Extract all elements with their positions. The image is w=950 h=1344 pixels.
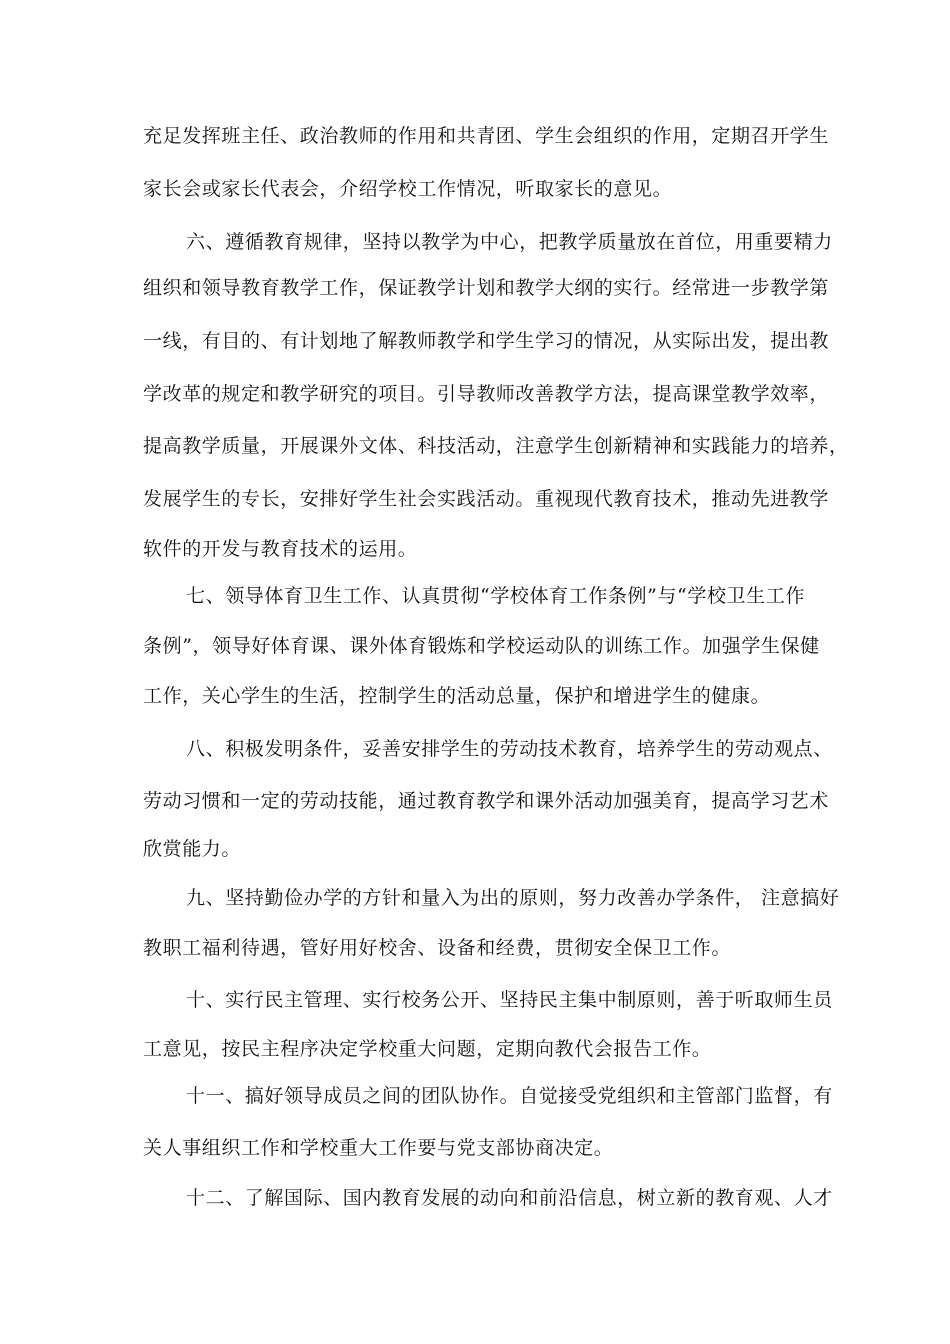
text-line: 发展学生的专长，安排好学生社会实践活动。重视现代教育技术，推动先进教学 [143,488,830,510]
paragraph-10-start: 十、实行民主管理、实行校务公开、坚持民主集中制原则，善于听取师生员 [186,989,833,1011]
text-line: 学改革的规定和教学研究的项目。引导教师改善教学方法，提高课堂教学效率， [143,383,830,405]
text-line: 教职工福利待遇，管好用好校舍、设备和经费，贯彻安全保卫工作。 [143,937,732,959]
text-line: 软件的开发与教育技术的运用。 [143,538,418,560]
text-line: 劳动习惯和一定的劳动技能，通过教育教学和课外活动加强美育，提高学习艺术 [143,790,830,812]
text-line: 关人事组织工作和学校重大工作要与党支部协商决定。 [143,1137,614,1159]
text-line: 一线，有目的、有计划地了解教师教学和学生学习的情况，从实际出发，提出教 [143,330,830,352]
paragraph-9-start: 九、坚持勤俭办学的方针和量入为出的原则，努力改善办学条件， 注意搞好 [186,887,840,909]
text-line: 家长会或家长代表会，介绍学校工作情况，听取家长的意见。 [143,178,673,200]
text-line: 充足发挥班主任、政治教师的作用和共青团、学生会组织的作用，定期召开学生 [143,125,830,147]
paragraph-7-start: 七、领导体育卫生工作、认真贯彻“学校体育工作条例”与“学校卫生工作 [186,585,805,607]
text-line: 提高教学质量，开展课外文体、科技活动，注意学生创新精神和实践能力的培养， [143,435,849,457]
paragraph-8-start: 八、积极发明条件，妥善安排学生的劳动技术教育，培养学生的劳动观点、 [186,738,833,760]
paragraph-12-start: 十二、了解国际、国内教育发展的动向和前沿信息，树立新的教育观、人才 [186,1187,833,1209]
paragraph-6-start: 六、遵循教育规律，坚持以教学为中心，把教学质量放在首位，用重要精力 [186,231,833,253]
text-line: 工作，关心学生的生活，控制学生的活动总量，保护和增进学生的健康。 [143,685,771,707]
text-line: 欣赏能力。 [143,838,242,860]
text-line: 条例”，领导好体育课、课外体育锻炼和学校运动队的训练工作。加强学生保健 [143,635,820,657]
text-line: 组织和领导教育教学工作，保证教学计划和教学大纲的实行。经常进一步教学第 [143,277,830,299]
text-line: 工意见，按民主程序决定学校重大问题，定期向教代会报告工作。 [143,1038,712,1060]
paragraph-11-start: 十一、搞好领导成员之间的团队协作。自觉接受党组织和主管部门监督，有 [186,1085,833,1107]
